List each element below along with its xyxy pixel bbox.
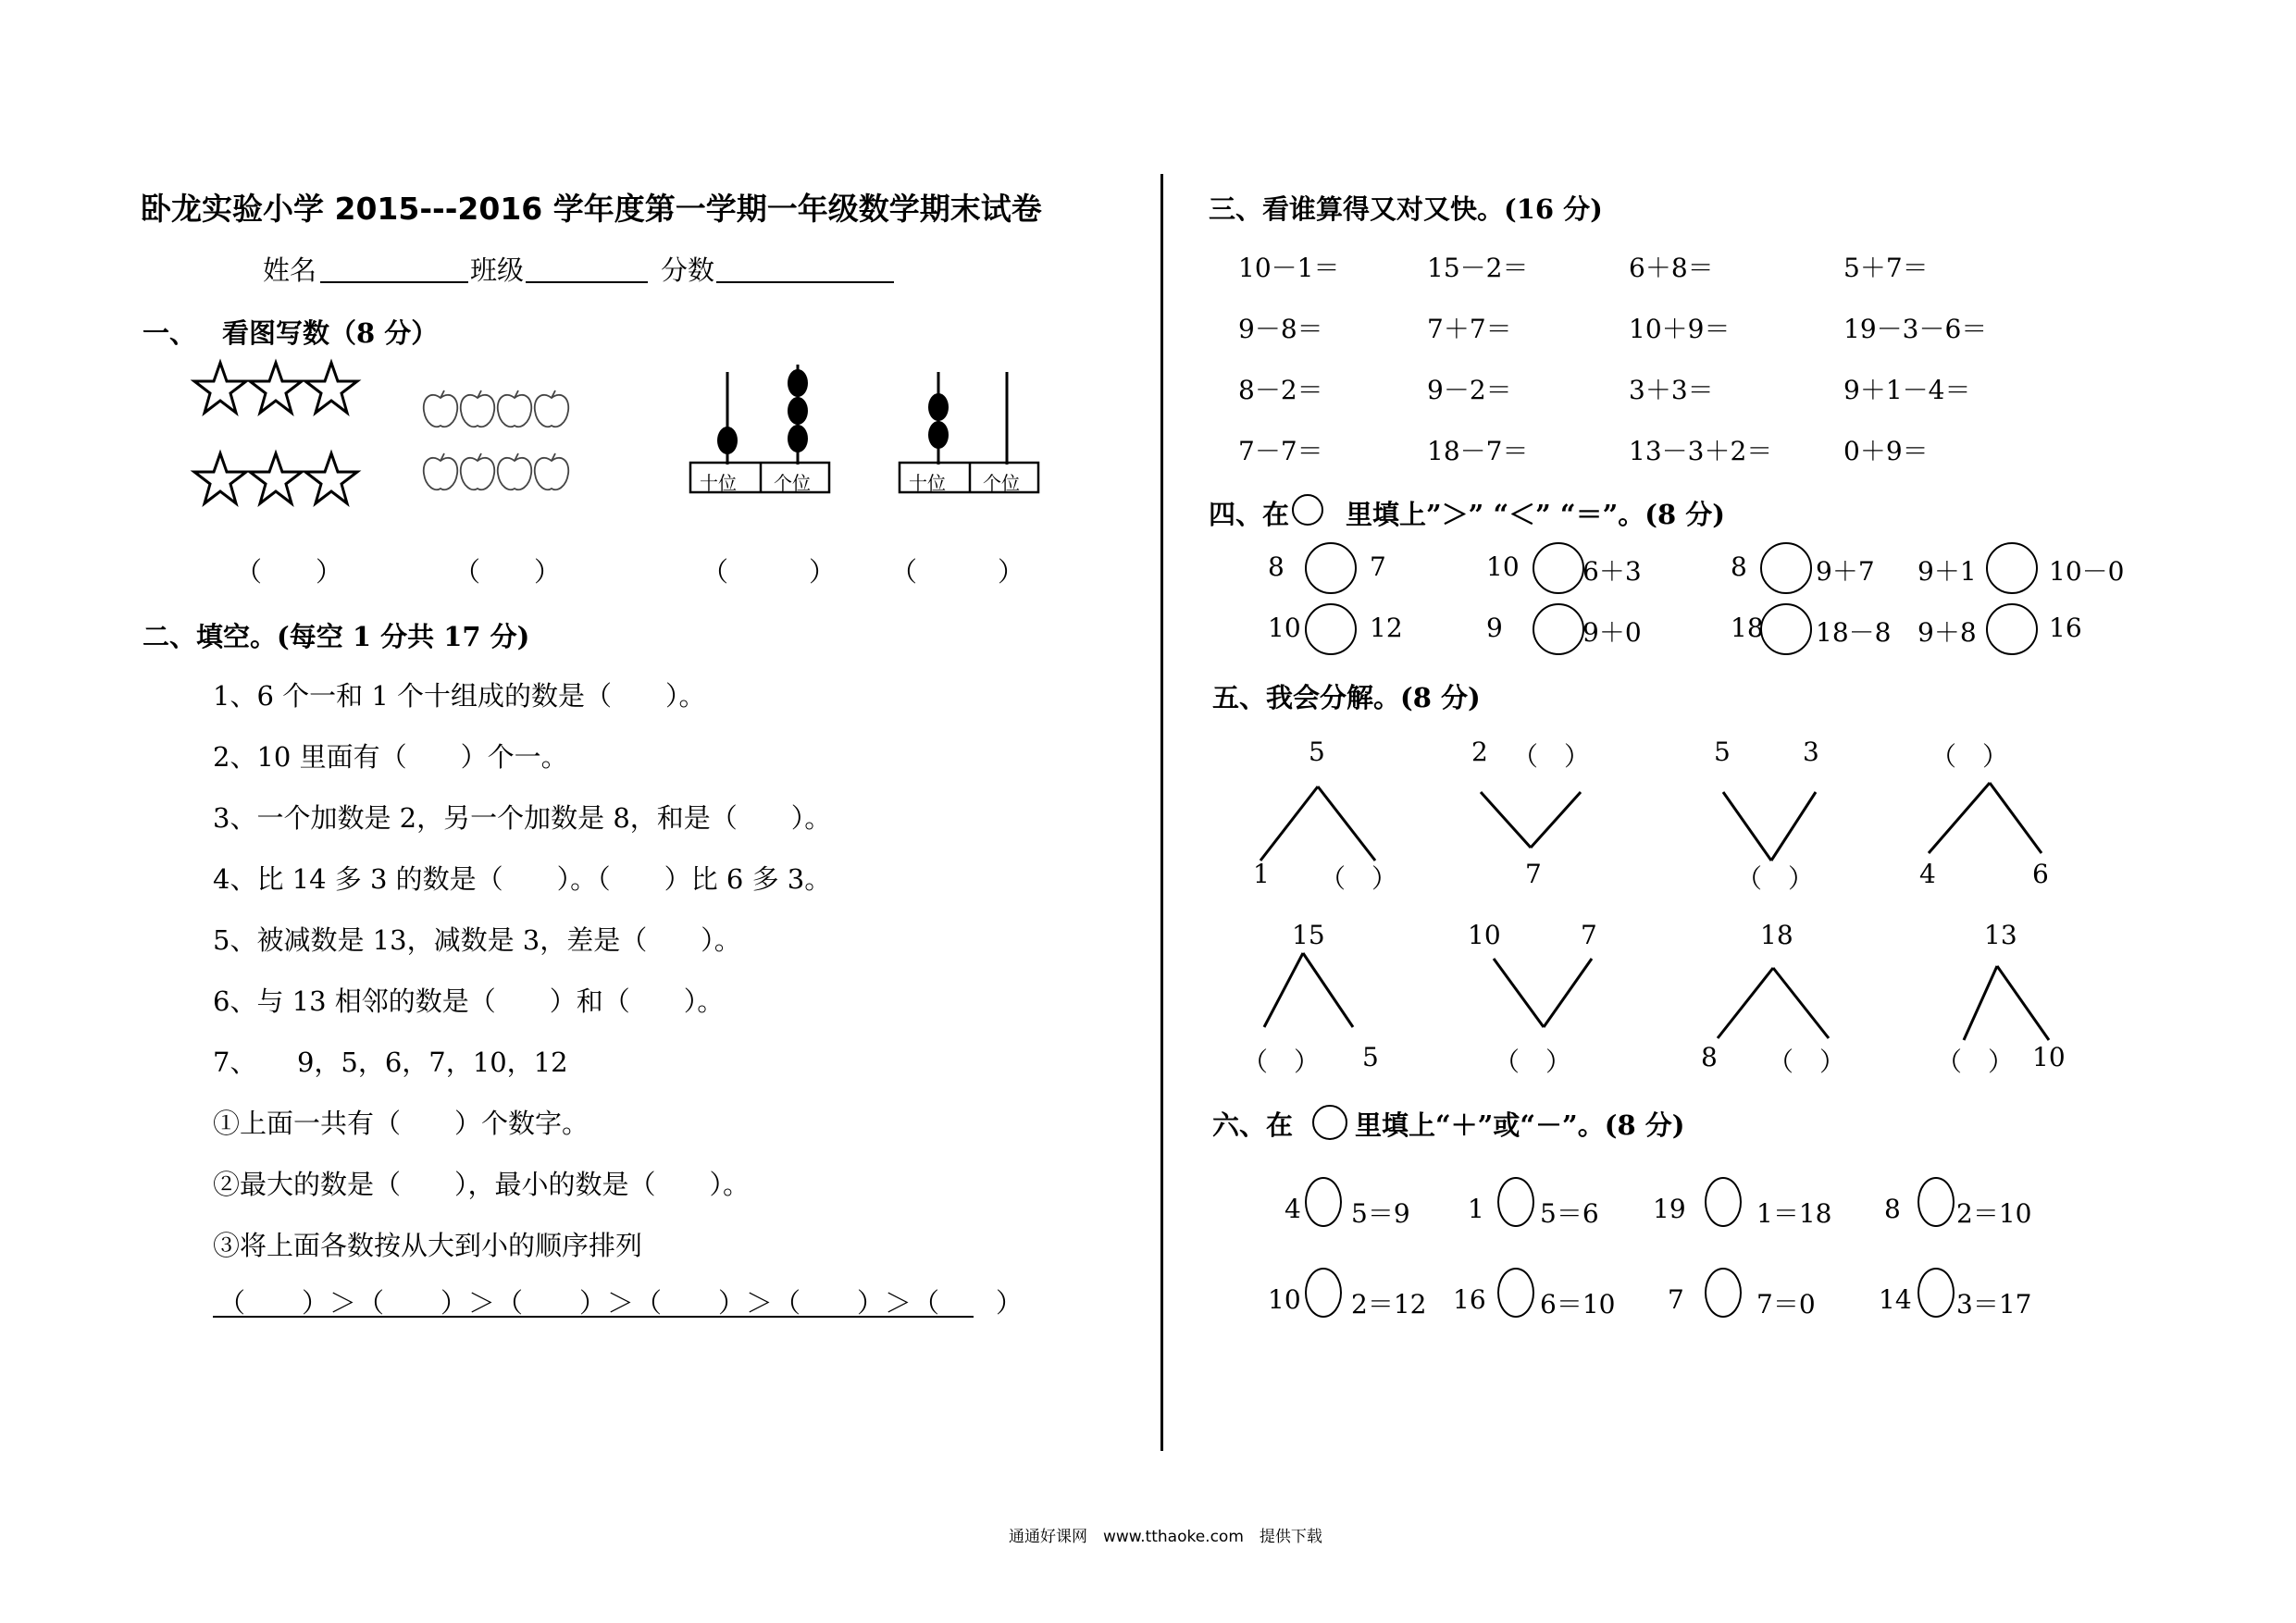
branch-line — [1773, 968, 1829, 1038]
section-5-heading: 五、我会分解。(8 分) — [1212, 682, 1481, 713]
sign-right: 2＝12 — [1351, 1289, 1427, 1319]
branch-line — [1997, 966, 2049, 1040]
footer-credit: 通通好课网 www.tthaoke.com 提供下载 — [1009, 1528, 1322, 1546]
compare-left: 8 — [1731, 551, 1747, 582]
fill-item-3: 3、一个加数是 2，另一个加数是 8，和是（ ）。 — [213, 802, 832, 834]
section-3-heading: 三、看谁算得又对又快。(16 分) — [1209, 193, 1603, 225]
calc-problem[interactable]: 10－1＝ — [1238, 253, 1340, 283]
branch-line — [1990, 783, 2042, 853]
compare-right: 9＋7 — [1816, 556, 1875, 587]
decompose-left: 8 — [1701, 1042, 1718, 1072]
compare-right: 12 — [1370, 613, 1403, 643]
decompose-top-left: 10 — [1468, 920, 1501, 950]
decompose-left: 4 — [1919, 859, 1936, 889]
branch-line — [1929, 783, 1990, 853]
calc-problem[interactable]: 18－7＝ — [1427, 436, 1529, 466]
decompose-bottom[interactable]: （ ） — [1494, 1047, 1572, 1077]
compare-left: 10 — [1268, 613, 1301, 643]
decompose-bottom[interactable]: （ ） — [1736, 863, 1815, 894]
sign-oval[interactable] — [1497, 1268, 1534, 1318]
decompose-right[interactable]: （ ） — [1768, 1047, 1846, 1077]
sign-left: 1 — [1468, 1194, 1484, 1224]
sign-right: 3＝17 — [1956, 1289, 2032, 1319]
calc-problem[interactable]: 9－2＝ — [1427, 375, 1512, 405]
answer-blank-abacus-1[interactable]: （ ） — [701, 556, 837, 588]
decompose-top-right: 7 — [1581, 920, 1597, 950]
fill-item-7c: ③将上面各数按从大到小的顺序排列 — [213, 1230, 643, 1261]
branch-line — [1531, 792, 1581, 848]
sign-oval[interactable] — [1917, 1177, 1955, 1227]
section-2-heading: 二、填空。(每空 1 分共 17 分) — [143, 621, 530, 652]
branch-line — [1494, 959, 1544, 1027]
fill-item-4: 4、比 14 多 3 的数是（ ）。（ ）比 6 多 3。 — [213, 863, 832, 895]
calc-problem[interactable]: 15－2＝ — [1427, 253, 1529, 283]
circle-icon — [1312, 1105, 1347, 1140]
sign-left: 7 — [1668, 1284, 1684, 1315]
sign-right: 5＝9 — [1351, 1198, 1410, 1229]
branch-line — [1260, 787, 1318, 861]
answer-blank-abacus-2[interactable]: （ ） — [890, 556, 1025, 588]
decompose-right[interactable]: （ ） — [1320, 863, 1398, 894]
sign-right: 5＝6 — [1540, 1198, 1599, 1229]
answer-blank-stars[interactable]: （ ） — [235, 556, 343, 588]
score-label: 分数 — [661, 254, 715, 286]
decompose-top: 18 — [1760, 920, 1793, 950]
calc-problem[interactable]: 13－3＋2＝ — [1629, 436, 1773, 466]
section-4-heading-b: 里填上”＞” “＜” “＝”。(8 分) — [1346, 499, 1725, 530]
sign-oval[interactable] — [1917, 1268, 1955, 1318]
calc-problem[interactable]: 7－7＝ — [1238, 436, 1323, 466]
page-title: 卧龙实验小学 2015---2016 学年度第一学期一年级数学期末试卷 — [141, 191, 1042, 227]
fill-item-2: 2、10 里面有（ ）个一。 — [213, 741, 568, 773]
abacus-1-tens-label: 十位 — [700, 472, 737, 494]
fill-item-7: 7、 9，5，6，7，10，12 — [213, 1047, 568, 1078]
fill-item-1: 1、6 个一和 1 个十组成的数是（ ）。 — [213, 680, 706, 712]
sign-oval[interactable] — [1305, 1268, 1342, 1318]
decompose-top: 13 — [1984, 920, 2017, 950]
calc-problem[interactable]: 3＋3＝ — [1629, 375, 1714, 405]
branch-line — [1264, 953, 1303, 1027]
decompose-left[interactable]: （ ） — [1936, 1047, 2015, 1077]
branch-line — [1771, 792, 1816, 861]
sign-left: 4 — [1285, 1194, 1301, 1224]
compare-right: 10－0 — [2049, 556, 2125, 587]
calc-problem[interactable]: 6＋8＝ — [1629, 253, 1714, 283]
answer-blank-apples[interactable]: （ ） — [453, 556, 562, 588]
decompose-right: 6 — [2032, 859, 2049, 889]
section-6-heading-a: 六、在 — [1212, 1109, 1294, 1141]
compare-left: 9＋8 — [1917, 617, 1977, 648]
branch-line — [1481, 792, 1531, 848]
sign-left: 16 — [1453, 1284, 1486, 1315]
sign-right: 2＝10 — [1956, 1198, 2032, 1229]
compare-left: 8 — [1268, 551, 1285, 582]
order-line[interactable]: （ ）＞（ ）＞（ ）＞（ ）＞（ ）＞（ ） — [218, 1287, 1024, 1319]
sign-left: 14 — [1879, 1284, 1912, 1315]
compare-right: 9＋0 — [1582, 617, 1642, 648]
sign-left: 19 — [1653, 1194, 1686, 1224]
sign-oval[interactable] — [1705, 1177, 1742, 1227]
sign-left: 10 — [1268, 1284, 1301, 1315]
decompose-left[interactable]: （ ） — [1242, 1047, 1321, 1077]
sign-oval[interactable] — [1705, 1268, 1742, 1318]
sign-right: 6＝10 — [1540, 1289, 1616, 1319]
section-4-heading-a: 四、在 — [1209, 499, 1290, 530]
decompose-top-left: 5 — [1714, 737, 1731, 767]
decompose-top[interactable]: （ ） — [1930, 741, 2009, 772]
abacus-2-tens-label: 十位 — [909, 472, 946, 494]
fill-item-5: 5、被减数是 13，减数是 3，差是（ ）。 — [213, 924, 741, 956]
branch-line — [1318, 787, 1375, 861]
calc-problem[interactable]: 10＋9＝ — [1629, 314, 1731, 344]
compare-right: 7 — [1370, 551, 1386, 582]
class-label: 班级 — [470, 254, 525, 286]
sign-oval[interactable] — [1497, 1177, 1534, 1227]
compare-left: 18 — [1731, 613, 1764, 643]
section-1-heading: 看图写数（8 分） — [222, 317, 439, 349]
compare-right: 16 — [2049, 613, 2082, 643]
name-label: 姓名 — [263, 254, 317, 286]
sign-left: 8 — [1884, 1194, 1901, 1224]
calc-problem[interactable]: 7＋7＝ — [1427, 314, 1512, 344]
branch-line — [1303, 953, 1353, 1027]
compare-left: 10 — [1486, 551, 1520, 582]
decompose-top-left: 2 — [1471, 737, 1488, 767]
branch-line — [1723, 792, 1771, 861]
decompose-top: 5 — [1309, 737, 1325, 767]
calc-problem[interactable]: 0＋9＝ — [1843, 436, 1929, 466]
branch-line — [1964, 966, 1997, 1040]
fill-item-7a: ①上面一共有（ ）个数字。 — [213, 1108, 590, 1139]
decompose-right: 5 — [1362, 1042, 1379, 1072]
fill-item-6: 6、与 13 相邻的数是（ ）和（ ）。 — [213, 985, 725, 1017]
decompose-top-right: 3 — [1803, 737, 1819, 767]
calc-problem[interactable]: 5＋7＝ — [1843, 253, 1929, 283]
decompose-top-right[interactable]: （ ） — [1512, 741, 1591, 772]
sign-right: 1＝18 — [1756, 1198, 1832, 1229]
sign-oval[interactable] — [1305, 1177, 1342, 1227]
abacus-2-ones-label: 个位 — [983, 472, 1020, 494]
decompose-top: 15 — [1292, 920, 1325, 950]
calc-problem[interactable]: 9－8＝ — [1238, 314, 1323, 344]
calc-problem[interactable]: 19－3－6＝ — [1843, 314, 1988, 344]
decompose-left: 1 — [1253, 859, 1270, 889]
calc-problem[interactable]: 9＋1－4＝ — [1843, 375, 1971, 405]
section-1-number: 一、 — [143, 317, 197, 349]
compare-right: 18－8 — [1816, 617, 1892, 648]
decompose-right: 10 — [2032, 1042, 2066, 1072]
branch-line — [1544, 959, 1592, 1027]
fill-item-7b: ②最大的数是（ ），最小的数是（ ）。 — [213, 1169, 751, 1200]
sign-right: 7＝0 — [1756, 1289, 1816, 1319]
calc-problem[interactable]: 8－2＝ — [1238, 375, 1323, 405]
compare-left: 9＋1 — [1917, 556, 1977, 587]
compare-right: 6＋3 — [1582, 556, 1642, 587]
decompose-bottom: 7 — [1525, 859, 1542, 889]
section-6-heading-b: 里填上“＋”或“－”。(8 分) — [1355, 1109, 1685, 1141]
abacus-1-ones-label: 个位 — [774, 472, 811, 494]
compare-left: 9 — [1486, 613, 1503, 643]
branch-line — [1718, 968, 1773, 1038]
